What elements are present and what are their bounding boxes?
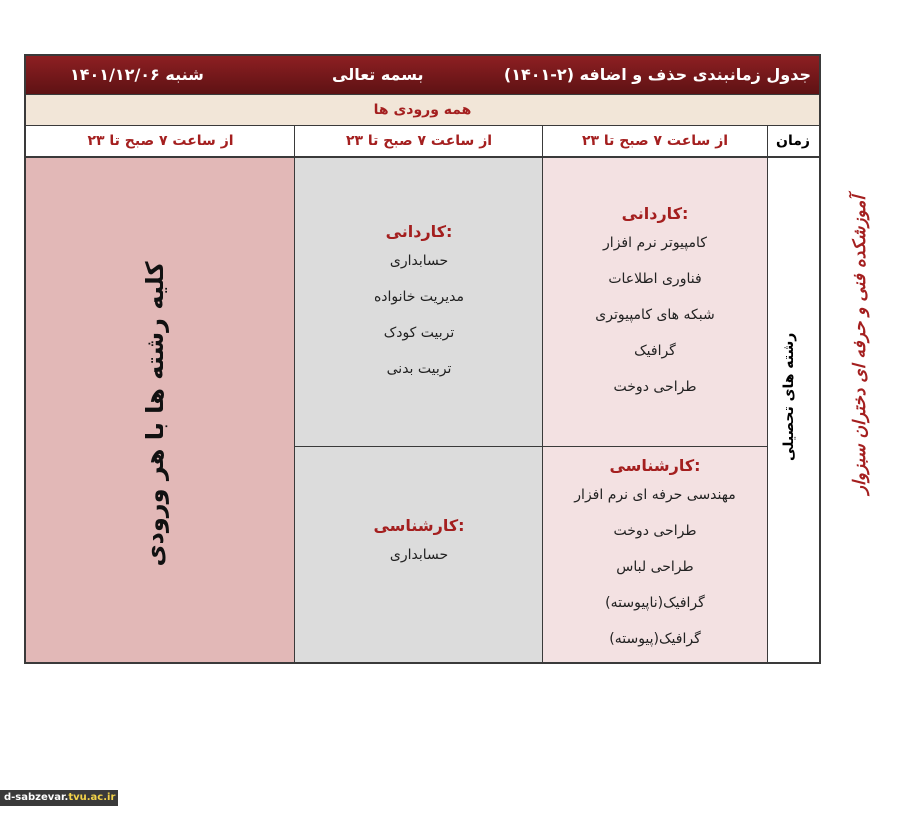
time-col1: از ساعت ۷ صبح تا ۲۳	[543, 126, 767, 158]
site-footer	[0, 790, 118, 806]
list-item: فناوری اطلاعات	[608, 271, 702, 287]
date-text: شنبه ۱۴۰۱/۱۲/۰۶	[70, 65, 204, 84]
col3-all-fields-text: کلیه رشته ها با هر ورودی	[141, 261, 169, 567]
row-label: رشته های تحصیلی	[781, 332, 797, 461]
list-item: گرافیک(ناپیوسته)	[605, 595, 705, 611]
list-item: کامپیوتر نرم افزار	[603, 235, 707, 251]
all-entries-bar: همه ورودی ها	[26, 94, 819, 126]
col1-kardani	[543, 204, 767, 415]
list-item: تربیت بدنی	[386, 361, 452, 377]
list-item: حسابداری	[389, 253, 449, 269]
col2-kardani	[295, 222, 543, 397]
list-item: تربیت کودک	[383, 325, 455, 341]
col2-kardani-head: کاردانی:	[385, 222, 453, 241]
col1-karshenasi	[543, 456, 767, 667]
list-item: حسابداری	[389, 547, 449, 563]
col1-kardani-head: کاردانی:	[621, 204, 689, 223]
time-col2: از ساعت ۷ صبح تا ۲۳	[295, 126, 543, 158]
time-col3: از ساعت ۷ صبح تا ۲۳	[26, 126, 295, 158]
col1-karshenasi-head: کارشناسی:	[609, 456, 701, 475]
footer-prefix: d-sabzevar.	[4, 792, 69, 803]
bismillah-text: بسمه تعالی	[332, 65, 424, 84]
col2-karshenasi	[295, 516, 543, 583]
list-item: مدیریت خانواده	[373, 289, 465, 305]
divider	[767, 126, 768, 662]
title-bar	[26, 56, 819, 94]
list-item: طراحی دوخت	[613, 379, 697, 395]
list-item: مهندسی حرفه ای نرم افزار	[574, 487, 736, 503]
schedule-title: جدول زمانبندی حذف و اضافه (۲-۱۴۰۱)	[503, 65, 811, 84]
list-item: شبکه های کامپیوتری	[595, 307, 715, 323]
list-item: طراحی دوخت	[613, 523, 697, 539]
list-item: طراحی لباس	[616, 559, 694, 575]
school-name-watermark: آموزشکده فنی و حرفه ای دختران سبزوار	[850, 195, 870, 495]
list-item: گرافیک	[634, 343, 676, 359]
time-label-cell: زمان	[767, 126, 819, 158]
footer-domain: tvu.ac.ir	[68, 792, 116, 803]
schedule-table	[24, 54, 821, 664]
list-item: گرافیک(پیوسته)	[609, 631, 701, 647]
col2-karshenasi-head: کارشناسی:	[373, 516, 465, 535]
divider	[295, 446, 767, 447]
